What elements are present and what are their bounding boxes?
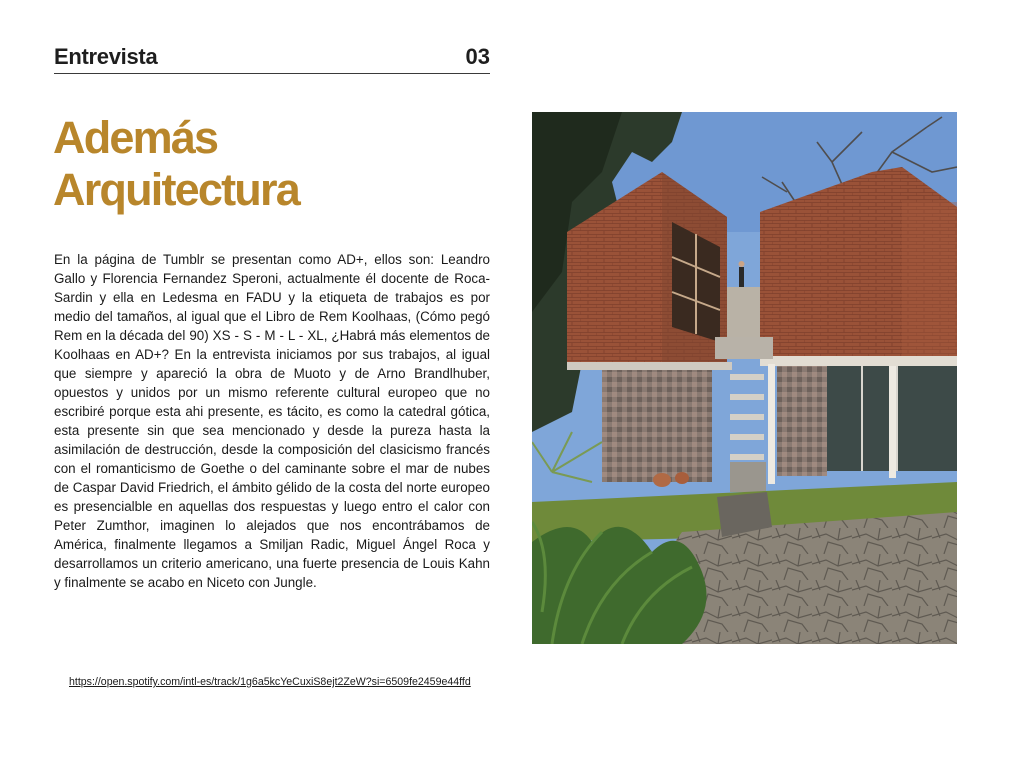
page-title: [53, 112, 493, 216]
page-header: [54, 42, 490, 74]
interview-paragraph: En la página de Tumblr se presentan como AD+, ellos son: Leandro Gallo y Florencia Fernandez Speroni, actualmente él docente de Roca-Sardin y ella en Ledesma en FADU y la etiqueta de trabajos es por medio del tamaños, al igual que el Libro de Rem Koolhaas, (Cómo pegó Rem en la década del 90) XS - S - M - L - XL, ¿Habrá más elementos de Koolhaas en AD+? En la entrevista iniciamos por sus trabajos, al igual que siempre y apareció la obra de Muoto y de Arno Brandlhuber, opuestos y unidos por un mismo referente cultural europeo que no escribiré porque esta ahi presente, es tácito, es como la catedral gótica, esta presente sin que sea mencionado y desde la pureza hasta la asimilación de destrucción, desde la composición del clasicismo francés con el romanticismo de Goethe o del caminante sobre el mar de nubes de Caspar David Friedrich, el ámbito gélido de la costa del norte europeo es presencialble en aquellas dos respuestas y luego entro el calor con Peter Zumthor, imaginen lo alejados que nos encontrábamos de América, finalmente llegamos a Smiljan Radic, Miguel Ángel Roca y desarrollamos un criterio americano, una fuerte presencia de Louis Kahn y finalmente se acabo en Niceto con Jungle.: [54, 252, 490, 590]
section-label: Entrevista: [54, 44, 158, 69]
spotify-link[interactable]: https://open.spotify.com/intl-es/track/1g6a5kcYeCuxiS8ejt2ZeW?si=6509fe2459e44ffd: [69, 676, 471, 688]
building-photo: [532, 112, 957, 644]
page-number: 03: [465, 44, 490, 69]
title-line-1: Además: [53, 112, 218, 163]
title-line-2: Arquitectura: [53, 164, 299, 215]
